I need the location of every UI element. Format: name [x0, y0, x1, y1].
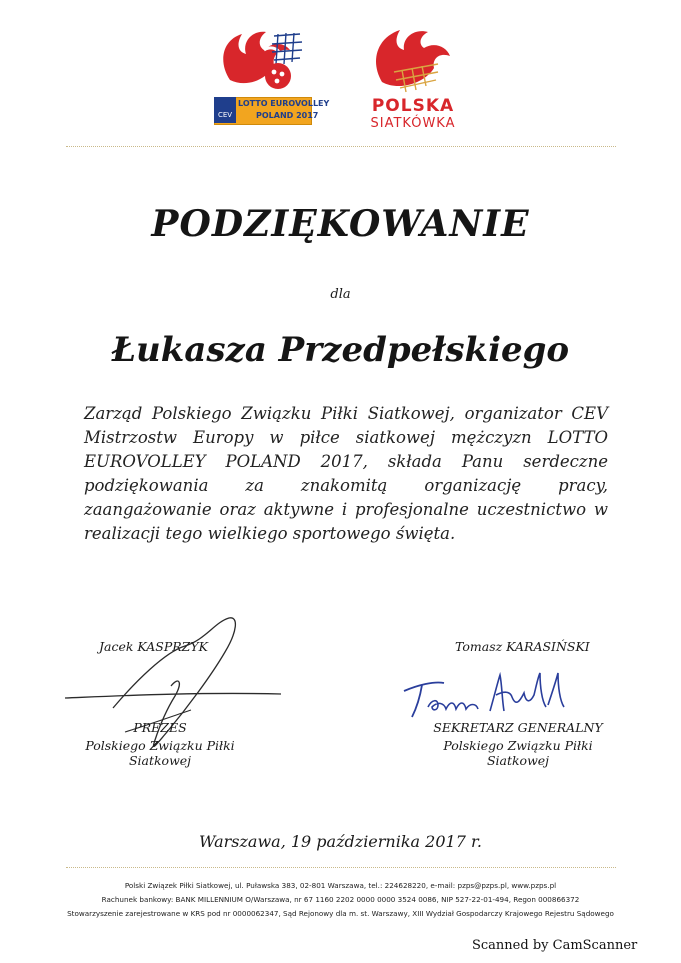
footer-divider [66, 867, 616, 868]
recipient-name: Łukasza Przedpełskiego [111, 330, 570, 370]
signature-right [398, 667, 588, 727]
date-line: Warszawa, 19 października 2017 r. [199, 832, 482, 851]
for-word: dla [330, 287, 351, 302]
signatory-left-org: Polskiego Związku Piłki Siatkowej [85, 738, 235, 768]
signatory-right-org: Polskiego Związku Piłki Siatkowej [443, 738, 593, 768]
body-paragraph: Zarząd Polskiego Związku Piłki Siatkowej, organizator CEV Mistrzostw Europy w piłce siatkowej mężczyzn LOTTO EUROVOLLEY POLAND 2017, składa Panu serdeczne podziękowania za znakomitą organizację pracy, zaangażowanie oraz aktywne i profesjonalne uczestnictwo w realizacji tego wielkiego sportowego święta. [84, 404, 608, 543]
signatory-right-role: SEKRETARZ GENERALNY [433, 720, 603, 735]
footer-address: Polski Związek Piłki Siatkowej, ul. Puławska 383, 02-801 Warszawa, tel.: 224628220, e-mail: pzps@pzps.pl, www.pzps.pl [124, 881, 557, 890]
footer-registry: Stowarzyszenie zarejestrowane w KRS pod nr 0000062347, Sąd Rejonowy dla m. st. Warszawy, XIII Wydział Gospodarczy Krajowego Rejestru Sądowego [67, 909, 614, 918]
signatory-left-role: PREZES [133, 720, 187, 735]
event-line2: POLAND 2017 [256, 111, 319, 120]
brand-subname: SIATKÓWKA [370, 116, 456, 131]
signatory-right-name: Tomasz KARASIŃSKI [455, 639, 590, 654]
cev-badge: CEV [214, 97, 236, 123]
event-line1: LOTTO EUROVOLLEY [238, 99, 330, 108]
signatory-left-name: Jacek KASPRZYK [99, 639, 208, 654]
header-divider [66, 146, 616, 147]
brand-name: POLSKA [371, 96, 455, 116]
scanner-watermark: Scanned by CamScanner [472, 938, 638, 953]
footer-bank: Rachunek bankowy: BANK MILLENNIUM O/Warszawa, nr 67 1160 2202 0000 0000 3524 0086, NIP 527-22-01-494, Regon 000866372 [101, 895, 580, 904]
document-title: PODZIĘKOWANIE [151, 203, 530, 245]
